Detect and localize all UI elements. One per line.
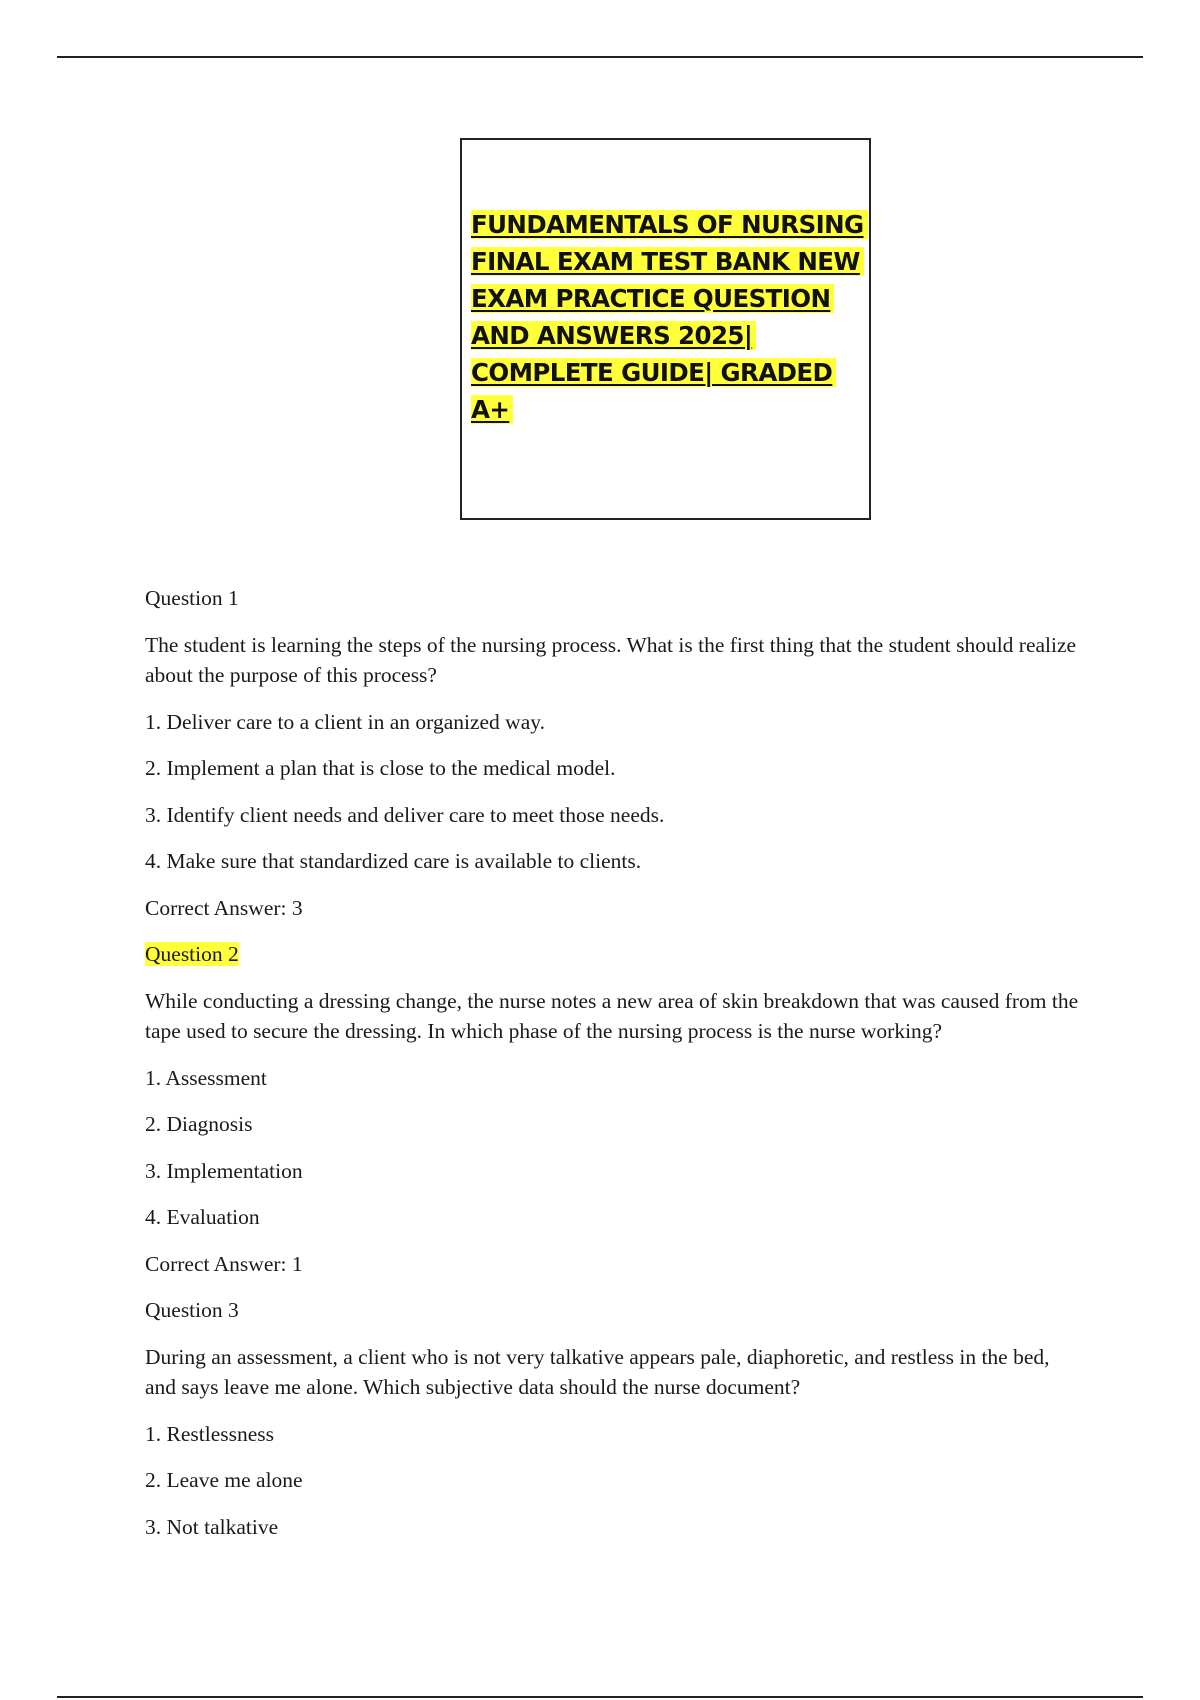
question-label: Question 2 — [145, 942, 239, 966]
question-text: During an assessment, a client who is not very talkative appears pale, diaphoretic, and restless in the bed, and says leave me alone. Which subjective data should the nurse document? — [145, 1344, 1050, 1399]
answer-option: 4. Evaluation — [145, 1205, 260, 1229]
document-title — [471, 206, 864, 428]
questions-content — [145, 583, 1085, 1558]
top-rule — [57, 56, 1143, 58]
question-label: Question 1 — [145, 586, 239, 610]
answer-option: 1. Deliver care to a client in an organized way. — [145, 709, 545, 734]
title-box — [460, 138, 871, 520]
title-line: FUNDAMENTALS OF NURSING — [471, 206, 861, 243]
title-line: A+ — [471, 391, 861, 428]
answer-option: 4. Make sure that standardized care is available to clients. — [145, 849, 642, 873]
answer-option: 1. Assessment — [145, 1065, 267, 1090]
answer-option: 3. Not talkative — [145, 1514, 279, 1539]
answer-option: 3. Implementation — [145, 1158, 303, 1183]
correct-answer: Correct Answer: 3 — [145, 895, 303, 920]
title-line: FINAL EXAM TEST BANK NEW — [471, 243, 861, 280]
question-label: Question 3 — [145, 1298, 239, 1322]
answer-option: 3. Identify client needs and deliver care to meet those needs. — [145, 802, 665, 827]
question-label-row — [145, 939, 1085, 970]
question-text: While conducting a dressing change, the nurse notes a new area of skin breakdown that was caused from the tape used to secure the dressing. In which phase of the nursing process is the nurse working? — [145, 988, 1079, 1043]
correct-answer: Correct Answer: 1 — [145, 1251, 303, 1276]
title-line: COMPLETE GUIDE| GRADED — [471, 354, 861, 391]
answer-option: 2. Diagnosis — [145, 1112, 253, 1136]
title-line: EXAM PRACTICE QUESTION — [471, 280, 861, 317]
title-line: AND ANSWERS 2025| — [471, 317, 861, 354]
answer-option: 1. Restlessness — [145, 1421, 274, 1446]
answer-option: 2. Leave me alone — [145, 1468, 303, 1492]
bottom-rule — [57, 1696, 1143, 1698]
answer-option: 2. Implement a plan that is close to the medical model. — [145, 756, 616, 780]
question-text: The student is learning the steps of the nursing process. What is the first thing that the student should realize about the purpose of this process? — [145, 632, 1077, 687]
